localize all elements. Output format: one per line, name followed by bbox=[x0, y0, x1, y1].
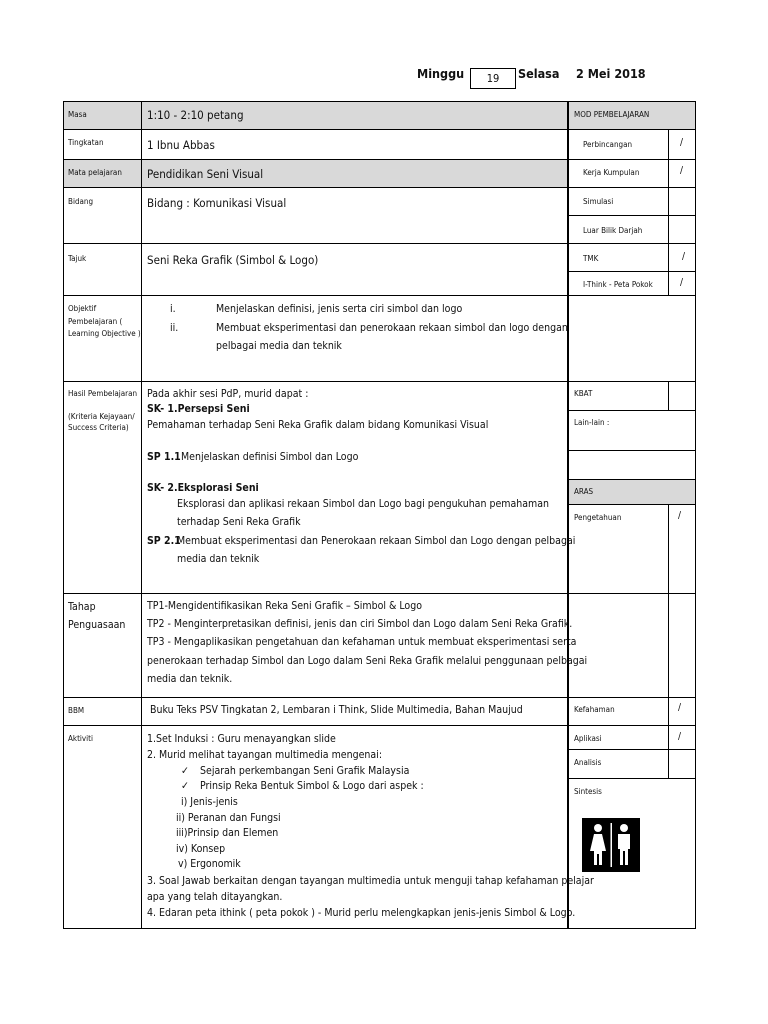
modul-ithink-mark: / bbox=[680, 277, 684, 288]
aras-pengetahuan-mark: / bbox=[678, 510, 682, 521]
bbm-label: BBM bbox=[68, 706, 85, 715]
objektif-label-2: Pembelajaran ( bbox=[68, 317, 123, 326]
sk1-heading: SK- 1.Persepsi Seni bbox=[147, 403, 250, 415]
modul-perbincangan-mark: / bbox=[680, 137, 684, 148]
modul-header: MOD PEMBELAJARAN bbox=[574, 110, 650, 119]
aktiviti-label: Aktiviti bbox=[68, 734, 93, 743]
hasil-sublabel-1: (Kriteria Kejayaan/ bbox=[68, 412, 135, 421]
sk2-heading: SK- 2.Eksplorasi Seni bbox=[147, 482, 259, 494]
aktiviti-sub-5: v) Ergonomik bbox=[178, 858, 241, 870]
day-label: Selasa bbox=[518, 66, 560, 81]
tahap-label-1: Tahap bbox=[68, 601, 96, 613]
objektif-label-1: Objektif bbox=[68, 304, 97, 313]
bidang-value: Bidang : Komunikasi Visual bbox=[147, 196, 287, 210]
objektif-text-2b: pelbagai media dan teknik bbox=[216, 340, 342, 352]
lesson-table bbox=[63, 101, 568, 929]
aktiviti-line-3a: 3. Soal Jawab berkaitan dengan tayangan multimedia untuk menguji tahap kefahaman pelajar bbox=[147, 875, 594, 887]
date-label: 2 Mei 2018 bbox=[576, 66, 646, 81]
aras-pengetahuan: Pengetahuan bbox=[574, 513, 622, 522]
minggu-value-box: 19 bbox=[470, 68, 516, 89]
modul-kerja-kumpulan: Kerja Kumpulan bbox=[583, 168, 640, 177]
tp3-line-3: media dan teknik. bbox=[147, 673, 233, 685]
tp2-line: TP2 - Menginterpretasikan definisi, jenis dan ciri Simbol dan Logo dalam Seni Reka Grafik. bbox=[147, 618, 573, 630]
sp11-text: Menjelaskan definisi Simbol dan Logo bbox=[181, 451, 359, 463]
objektif-num-1: i. bbox=[170, 303, 176, 315]
aktiviti-check-1: Sejarah perkembangan Seni Grafik Malaysia bbox=[200, 765, 410, 777]
aktiviti-line-3b: apa yang telah ditayangkan. bbox=[147, 891, 283, 903]
objektif-label-3: Learning Objective ) bbox=[68, 329, 141, 338]
aktiviti-check-2: Prinsip Reka Bentuk Simbol & Logo dari aspek : bbox=[200, 780, 424, 792]
bbm-value: Buku Teks PSV Tingkatan 2, Lembaran i Think, Slide Multimedia, Bahan Maujud bbox=[150, 704, 523, 716]
tingkatan-value: 1 Ibnu Abbas bbox=[147, 138, 215, 152]
checkmark-icon: ✓ bbox=[181, 780, 189, 792]
aktiviti-line-2: 2. Murid melihat tayangan multimedia mengenai: bbox=[147, 749, 382, 761]
modul-luar-bilik: Luar Bilik Darjah bbox=[583, 226, 643, 235]
bidang-label: Bidang bbox=[68, 197, 94, 206]
aktiviti-sub-3: iii)Prinsip dan Elemen bbox=[176, 827, 279, 839]
aktiviti-sub-4: iv) Konsep bbox=[176, 843, 226, 855]
hasil-label: Hasil Pembelajaran bbox=[68, 389, 138, 398]
sp21-text-2: media dan teknik bbox=[177, 553, 260, 565]
aras-sintesis: Sintesis bbox=[574, 787, 602, 796]
sk2-desc-1: Eksplorasi dan aplikasi rekaan Simbol dan Logo bagi pengukuhan pemahaman bbox=[177, 498, 550, 510]
tajuk-label: Tajuk bbox=[68, 254, 87, 263]
masa-label: Masa bbox=[68, 110, 87, 119]
tp1-line: TP1-Mengidentifikasikan Reka Seni Grafik – Simbol & Logo bbox=[147, 600, 422, 612]
modul-ithink: I-Think - Peta Pokok bbox=[583, 280, 653, 289]
aktiviti-sub-2: ii) Peranan dan Fungsi bbox=[176, 812, 281, 824]
aras-header: ARAS bbox=[574, 487, 594, 496]
tp3-line-1: TP3 - Mengaplikasikan pengetahuan dan kefahaman untuk membuat eksperimentasi serta bbox=[147, 636, 577, 648]
tajuk-value: Seni Reka Grafik (Simbol & Logo) bbox=[147, 253, 319, 267]
objektif-text-2: Membuat eksperimentasi dan penerokaan rekaan simbol dan logo dengan bbox=[216, 322, 568, 334]
restroom-icon bbox=[582, 818, 640, 872]
aras-aplikasi-mark: / bbox=[678, 731, 682, 742]
tahap-label-2: Penguasaan bbox=[68, 619, 126, 631]
tp3-line-2: penerokaan terhadap Simbol dan Logo dalam Seni Reka Grafik melalui penggunaan pelbagai bbox=[147, 655, 588, 667]
sp21-text: Membuat eksperimentasi dan Penerokaan rekaan Simbol dan Logo dengan pelbagai bbox=[177, 535, 576, 547]
mata-pelajaran-label: Mata pelajaran bbox=[68, 168, 122, 177]
objektif-num-2: ii. bbox=[170, 322, 179, 334]
aktiviti-sub-1: i) Jenis-jenis bbox=[181, 796, 238, 808]
aktiviti-line-1: 1.Set Induksi : Guru menayangkan slide bbox=[147, 733, 336, 745]
aras-kefahaman-mark: / bbox=[678, 702, 682, 713]
tingkatan-label: Tingkatan bbox=[68, 138, 104, 147]
modul-kerja-kumpulan-mark: / bbox=[680, 165, 684, 176]
checkmark-icon: ✓ bbox=[181, 765, 189, 777]
lain-lain-label: Lain-lain : bbox=[574, 418, 610, 427]
modul-perbincangan: Perbincangan bbox=[583, 140, 633, 149]
sk1-desc: Pemahaman terhadap Seni Reka Grafik dalam bidang Komunikasi Visual bbox=[147, 419, 489, 431]
modul-tmk-mark: / bbox=[682, 251, 686, 262]
header-line bbox=[0, 66, 768, 90]
kbat-label: KBAT bbox=[574, 389, 593, 398]
modul-simulasi: Simulasi bbox=[583, 197, 614, 206]
hasil-sublabel-2: Success Criteria) bbox=[68, 423, 129, 432]
aktiviti-line-4: 4. Edaran peta ithink ( peta pokok ) - Murid perlu melengkapkan jenis-jenis Simbol & Logo. bbox=[147, 907, 576, 919]
masa-value: 1:10 - 2:10 petang bbox=[147, 108, 244, 122]
aras-aplikasi: Aplikasi bbox=[574, 734, 602, 743]
aras-kefahaman: Kefahaman bbox=[574, 705, 615, 714]
sp21-code: SP 2.1 bbox=[147, 535, 181, 547]
mata-pelajaran-value: Pendidikan Seni Visual bbox=[147, 167, 264, 181]
aras-analisis: Analisis bbox=[574, 758, 602, 767]
sp11-code: SP 1.1 bbox=[147, 451, 181, 463]
hasil-intro: Pada akhir sesi PdP, murid dapat : bbox=[147, 388, 309, 400]
sk2-desc-2: terhadap Seni Reka Grafik bbox=[177, 516, 301, 528]
minggu-label: Minggu bbox=[417, 66, 465, 81]
objektif-text-1: Menjelaskan definisi, jenis serta ciri simbol dan logo bbox=[216, 303, 463, 315]
modul-tmk: TMK bbox=[583, 254, 599, 263]
